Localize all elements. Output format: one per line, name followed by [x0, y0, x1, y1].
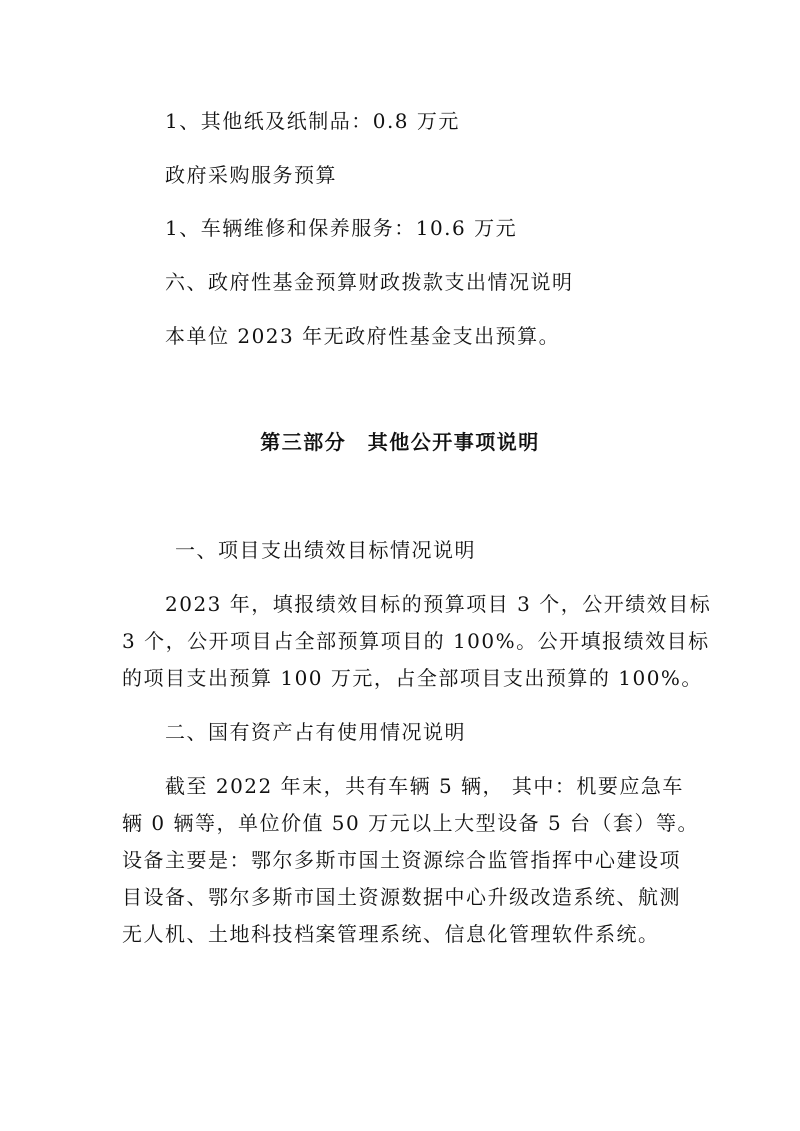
paragraph-performance-line-2: 3 个，公开项目占全部预算项目的 100%。公开填报绩效目标 [122, 629, 710, 653]
text-line-vehicle-maintenance: 1、车辆维修和保养服务：10.6 万元 [165, 216, 518, 240]
text-line-no-fund-budget: 本单位 2023 年无政府性基金支出预算。 [165, 324, 561, 348]
paragraph-assets-line-4: 目设备、鄂尔多斯市国土资源数据中心升级改造系统、航测 [122, 885, 681, 909]
section-heading-fund-budget: 六、政府性基金预算财政拨款支出情况说明 [165, 270, 574, 294]
paragraph-performance-line-1: 2023 年，填报绩效目标的预算项目 3 个，公开绩效目标 [165, 592, 712, 616]
part-three-title: 第三部分 其他公开事项说明 [260, 430, 540, 454]
section-heading-performance: 一、项目支出绩效目标情况说明 [175, 538, 476, 562]
text-line-other-paper: 1、其他纸及纸制品：0.8 万元 [165, 109, 460, 133]
paragraph-assets-line-2: 辆 0 辆等，单位价值 50 万元以上大型设备 5 台（套）等。 [122, 811, 700, 835]
section-heading-assets: 二、国有资产占有使用情况说明 [165, 720, 466, 744]
paragraph-performance-line-3: 的项目支出预算 100 万元，占全部项目支出预算的 100%。 [122, 666, 703, 690]
paragraph-assets-line-1: 截至 2022 年末，共有车辆 5 辆， 其中：机要应急车 [165, 774, 684, 798]
paragraph-assets-line-5: 无人机、土地科技档案管理系统、信息化管理软件系统。 [122, 922, 660, 946]
paragraph-assets-line-3: 设备主要是：鄂尔多斯市国土资源综合监管指挥中心建设项 [122, 848, 681, 872]
text-line-procurement-services: 政府采购服务预算 [165, 163, 337, 187]
